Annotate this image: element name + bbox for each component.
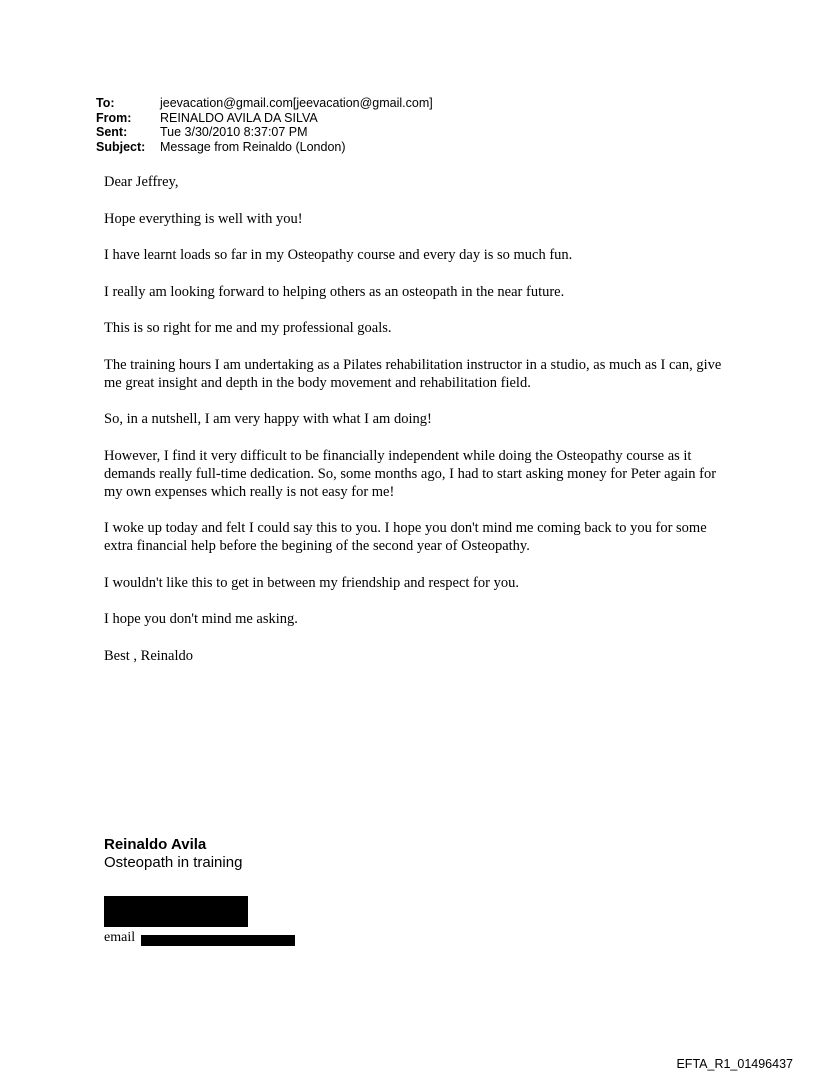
email-label: email bbox=[104, 930, 136, 945]
email-header bbox=[96, 96, 433, 154]
body-paragraph: Hope everything is well with you! bbox=[104, 210, 303, 227]
to-label: To: bbox=[96, 96, 115, 110]
body-paragraph: I hope you don't mind me asking. bbox=[104, 611, 298, 627]
document-id: EFTA_R1_01496437 bbox=[676, 1057, 793, 1071]
header-from-row bbox=[96, 111, 433, 126]
body-paragraph: I woke up today and felt I could say this to you. I hope you don't mind me coming back to you for some extra financial help before the begining of the second year of Osteopathy. bbox=[104, 520, 707, 554]
body-paragraph: I really am looking forward to helping others as an osteopath in the near future. bbox=[104, 283, 565, 300]
body-paragraph: I wouldn't like this to get in between my friendship and respect for you. bbox=[104, 574, 519, 591]
sent-value: Tue 3/30/2010 8:37:07 PM bbox=[160, 125, 308, 139]
body-paragraph: The training hours I am undertaking as a Pilates rehabilitation instructor in a studio, as much as I can, give me great insight and depth in the body movement and rehabilitation field. bbox=[104, 356, 722, 391]
signature-email-line bbox=[104, 930, 135, 946]
signature-title: Osteopath in training bbox=[104, 854, 243, 871]
greeting: Dear Jeffrey, bbox=[104, 174, 179, 190]
header-to-row bbox=[96, 96, 433, 111]
body-paragraph: I have learnt loads so far in my Osteopathy course and every day is so much fun. bbox=[104, 247, 573, 263]
to-value: jeevacation@gmail.com[jeevacation@gmail.com] bbox=[160, 96, 433, 110]
email-body bbox=[104, 173, 724, 683]
body-paragraph: This is so right for me and my professional goals. bbox=[104, 320, 392, 336]
subject-value: Message from Reinaldo (London) bbox=[160, 139, 346, 154]
header-sent-row bbox=[96, 125, 433, 140]
sent-label: Sent: bbox=[96, 125, 128, 139]
redaction-block bbox=[104, 896, 248, 927]
header-subject-row bbox=[96, 140, 433, 155]
signature-name: Reinaldo Avila bbox=[104, 836, 207, 853]
body-paragraph: However, I find it very difficult to be financially independent while doing the Osteopathy course as it demands really full-time dedication. So, some months ago, I had to start asking money for Peter again for my own expenses which really is not easy for me! bbox=[104, 447, 717, 500]
sign-off: Best , Reinaldo bbox=[104, 647, 194, 664]
redaction-bar bbox=[141, 935, 295, 946]
from-label: From: bbox=[96, 110, 132, 125]
body-paragraph: So, in a nutshell, I am very happy with what I am doing! bbox=[104, 411, 432, 427]
subject-label: Subject: bbox=[96, 139, 146, 154]
signature-block bbox=[104, 836, 242, 872]
from-value: REINALDO AVILA DA SILVA bbox=[160, 110, 318, 125]
